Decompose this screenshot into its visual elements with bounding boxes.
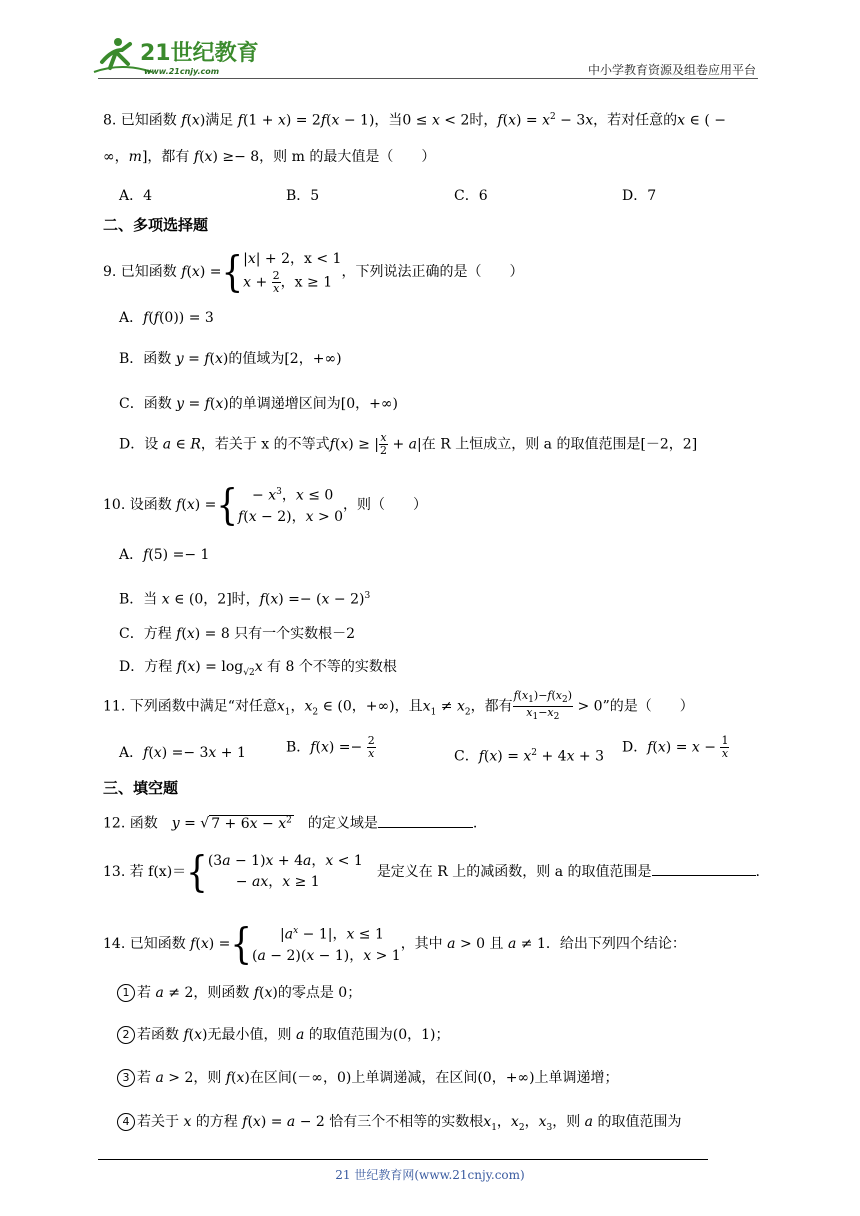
q10-option-b: B．当 x ∈ (0，2]时，$f(x) =- (x - 2)^3$ bbox=[119, 591, 371, 608]
q14-conclusion-2: 2 若函数 f(x)无最小值，则 a 的取值范围为(0，1)； bbox=[117, 1025, 450, 1045]
q11-option-d: D．f(x) = x − $\frac{1}{x}$ bbox=[622, 734, 729, 760]
q11-option-a: A．f(x) =− 3x + 1 bbox=[119, 745, 246, 761]
q9-option-b: B．函数 y = f(x)的值域为[2，+∞) bbox=[119, 351, 342, 367]
q8-option-c: C．6 bbox=[454, 188, 488, 204]
circled-4-icon: 4 bbox=[117, 1113, 135, 1131]
q8-option-b: B．5 bbox=[286, 188, 320, 204]
footer-text: 21 世纪教育网(www.21cnjy.com) bbox=[335, 1168, 525, 1182]
q10-stem: 10. 设函数 f(x) ={ − $x^3$，x ≤ 0 f(x − 2)，x > 0 ，则（ ） bbox=[103, 479, 428, 530]
circled-2-icon: 2 bbox=[117, 1026, 135, 1044]
footer-divider bbox=[98, 1159, 708, 1160]
q14-conclusion-4: 4 若关于 x 的方程 f(x) = a − 2 恰有三个不相等的实数根$x_1$，$x_2$，$x_3$，则 a 的取值范围为 bbox=[117, 1112, 681, 1138]
q9-stem: 9. 已知函数 f(x) ={ |x| + 2，x < 1 x + $\frac{2}{x}$ ，x ≥ 1 ，下列说法正确的是（ ） bbox=[103, 247, 524, 297]
q11-option-b: B．f(x) =− $\frac{2}{x}$ bbox=[286, 734, 375, 760]
q10-option-d: D．方程 $f(x) = \log_{√2}x$ 有 8 个不等的实数根 bbox=[119, 659, 397, 678]
logo-url: www.21cnjy.com bbox=[144, 67, 220, 76]
logo bbox=[92, 32, 262, 80]
circled-3-icon: 3 bbox=[117, 1069, 135, 1087]
circled-1-icon: 1 bbox=[117, 984, 135, 1002]
q11-stem: 11. 下列函数中满足“对任意$x_1$，$x_2$ ∈ (0，+∞)，且$x_1 \ne x_2$，都有 $\frac{f(x_1)-f(x_2)}{x_1-x_2}$ > 0”的是（ ） bbox=[103, 689, 694, 723]
q14-conclusion-3: 3 若 a > 2，则 f(x)在区间(－∞，0)上单调递减，在区间(0，+∞)上单调递增； bbox=[117, 1068, 619, 1088]
q13-stem: 13. 若 f(x)＝{ (3a − 1)x + 4a，x < 1 − ax，x ≥ 1 是定义在 R 上的减函数，则 a 的取值范围是 . bbox=[103, 847, 760, 897]
q9-option-c: C．函数 y = f(x)的单调递增区间为[0，+∞) bbox=[119, 396, 398, 412]
q11-option-c: C．$f(x) = x^2 + 4x + 3$ bbox=[454, 748, 605, 765]
q12-stem: 12. 函数 y = √ $7 + 6x - x^2$ 的定义域是 . bbox=[103, 810, 477, 834]
q9-option-a: A．f(f(0)) = 3 bbox=[119, 310, 214, 326]
platform-title: 中小学教育资源及组卷应用平台 bbox=[587, 63, 756, 77]
q14-stem: 14. 已知函数 f(x) ={ $|a^x - 1|$，x ≤ 1 (a − 2)(x − 1)，x > 1 ，其中 a > 0 且 a ≠ 1．给出下列四个结论： bbox=[103, 918, 686, 969]
q12-answer-blank[interactable] bbox=[378, 813, 473, 828]
q14-conclusion-1: 1 若 a ≠ 2，则函数 f(x)的零点是 0； bbox=[117, 983, 361, 1003]
header-divider bbox=[98, 78, 758, 79]
section-multi-choice: 二、多项选择题 bbox=[103, 216, 209, 234]
q8-option-a: A．4 bbox=[119, 188, 153, 204]
q8-line2: ∞，m]，都有 f(x) ≥− 8，则 m 的最大值是（ ） bbox=[103, 149, 436, 165]
q8-line1: 8. 已知函数 f(x)满足 f(1 + x) = 2f(x − 1)，当0 ≤ x < 2时，$f(x) = x^2 - 3x$，若对任意的x ∈ ( − bbox=[103, 112, 726, 129]
q13-answer-blank[interactable] bbox=[652, 861, 756, 876]
logo-text: 21世纪教育 bbox=[140, 41, 259, 66]
q8-option-d: D．7 bbox=[622, 188, 657, 204]
q9-option-d: D．设 a ∈ R，若关于 x 的不等式f(x) ≥ | $\frac{x}{2}$ + a|在 R 上恒成立，则 a 的取值范围是[－2，2] bbox=[119, 431, 698, 457]
q10-option-a: A．f(5) =− 1 bbox=[119, 547, 210, 563]
q10-option-c: C．方程 f(x) = 8 只有一个实数根－2 bbox=[119, 626, 356, 642]
section-fill-in: 三、填空题 bbox=[103, 779, 179, 797]
